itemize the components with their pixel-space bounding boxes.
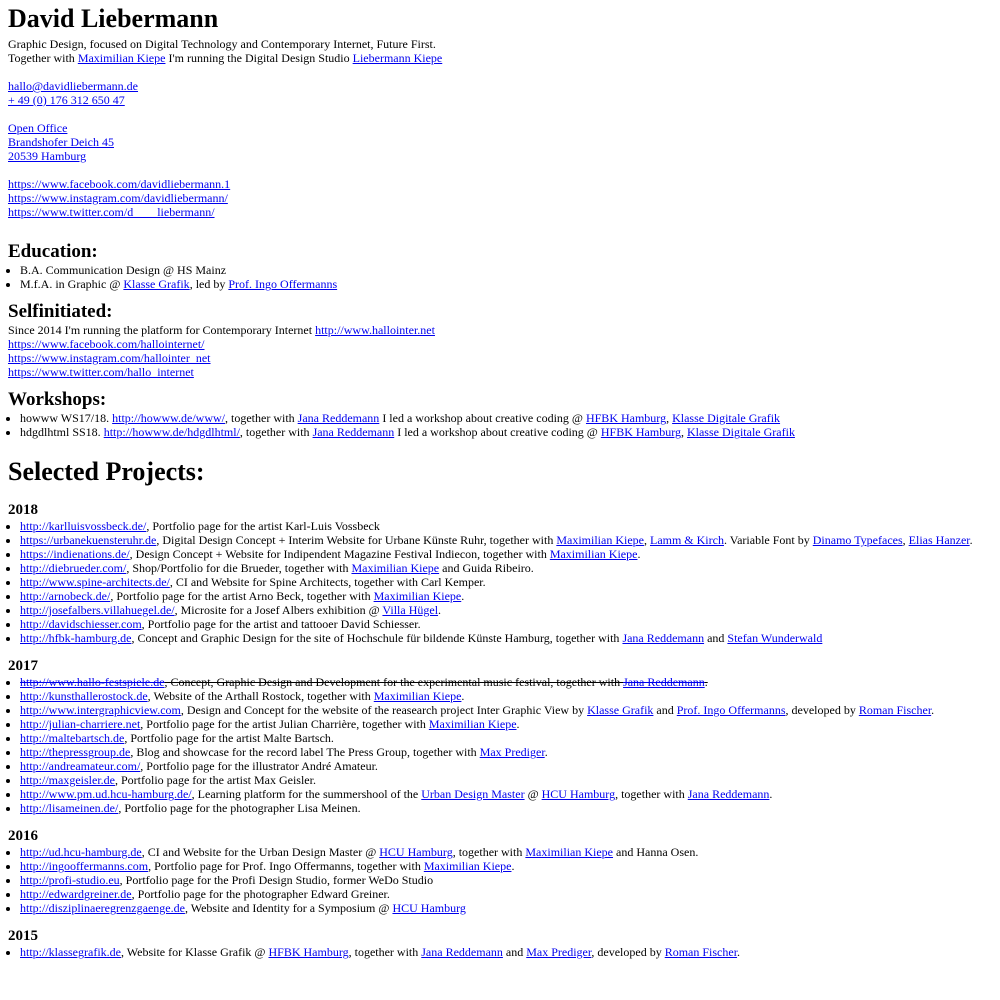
- list-item: [20, 689, 992, 703]
- item-text: , Shop/Portfolio for die Brueder, together with: [126, 561, 352, 575]
- list-item: [20, 533, 992, 547]
- link-lisameinen-de[interactable]: http://lisameinen.de/: [20, 801, 119, 815]
- item-text: , Portfolio page for the artist Max Geisler.: [114, 773, 316, 787]
- selfinitiated-text: Since 2014 I'm running the platform for Contemporary Internet: [8, 323, 316, 337]
- projects-year-2016: [8, 827, 992, 915]
- item-text: .: [511, 859, 515, 873]
- list-item: [20, 845, 992, 859]
- link-maxgeisler-de[interactable]: http://maxgeisler.de: [20, 773, 115, 787]
- item-text: .: [438, 603, 442, 617]
- item-text: , together with: [452, 845, 526, 859]
- item-text: .: [544, 745, 548, 759]
- link-julian-charriere-net[interactable]: http://julian-charriere.net: [20, 717, 141, 731]
- list-item: [20, 519, 992, 533]
- link-jana-reddemann[interactable]: Jana Reddemann: [623, 675, 705, 689]
- link-maximilian-kiepe[interactable]: Maximilian Kiepe: [428, 717, 517, 731]
- link-disziplinaeregrenzgaenge-de[interactable]: http://disziplinaeregrenzgaenge.de: [20, 901, 185, 915]
- item-text: , Design Concept + Website for Indipendent Magazine Festival Indiecon, together with: [129, 547, 550, 561]
- item-text: , Website for Klasse Grafik @: [120, 945, 269, 959]
- item-text: , Portfolio page for the photographer Edward Greiner.: [131, 887, 390, 901]
- address-street-link[interactable]: Brandshofer Deich 45: [8, 135, 114, 149]
- facebook-link[interactable]: https://www.facebook.com/davidliebermann.1: [8, 177, 231, 191]
- link-howww-de-hdgdlhtml[interactable]: http://howww.de/hdgdlhtml/: [103, 425, 240, 439]
- item-text: , Design and Concept for the website of the reasearch project Inter Graphic View by: [180, 703, 588, 717]
- link-www-spine-architects-de[interactable]: http://www.spine-architects.de/: [20, 575, 170, 589]
- year-heading: 2016: [8, 828, 38, 844]
- link-hfbk-hamburg[interactable]: HFBK Hamburg: [585, 411, 667, 425]
- item-text: , CI and Website for the Urban Design Master @: [141, 845, 380, 859]
- item-text: , Portfolio page for the artist Malte Bartsch.: [124, 731, 334, 745]
- link-maltebartsch-de[interactable]: http://maltebartsch.de: [20, 731, 125, 745]
- studio-line: [8, 51, 992, 65]
- list-item: [20, 263, 992, 277]
- link-klasse-digitale-grafik[interactable]: Klasse Digitale Grafik: [686, 425, 795, 439]
- item-text: and Hanna Osen.: [613, 845, 699, 859]
- link-www-intergraphicview-com[interactable]: http://www.intergraphicview.com: [20, 703, 181, 717]
- link-villa-h-gel[interactable]: Villa Hügel: [382, 603, 439, 617]
- item-text: , Portfolio page for the artist Arno Beck, together with: [110, 589, 374, 603]
- item-text: , developed by: [785, 703, 859, 717]
- item-text: , Digital Design Concept + Interim Website for Urbane Künste Ruhr, together with: [156, 533, 557, 547]
- list-item: [20, 759, 992, 773]
- link-hfbk-hamburg[interactable]: HFBK Hamburg: [268, 945, 349, 959]
- item-text: , Learning platform for the summershool of the: [191, 787, 422, 801]
- item-text: , Website and Identity for a Symposium @: [184, 901, 393, 915]
- list-item: [20, 873, 992, 887]
- item-text: , Portfolio page for the Profi Design Studio, former WeDo Studio: [119, 873, 434, 887]
- link-howww-de-www[interactable]: http://howww.de/www/: [112, 411, 226, 425]
- hallointer-link[interactable]: http://www.hallointer.net: [315, 323, 435, 337]
- projects-section: [8, 457, 992, 959]
- item-text: . Variable Font by: [723, 533, 813, 547]
- link-urbanekuensteruhr-de[interactable]: https://urbanekuensteruhr.de: [20, 533, 157, 547]
- item-text: , Portfolio page for the artist Julian Charrière, together with: [140, 717, 429, 731]
- link-ud-hcu-hamburg-de[interactable]: http://ud.hcu-hamburg.de: [20, 845, 142, 859]
- list-item: [20, 575, 992, 589]
- list-item: [20, 675, 992, 689]
- item-text: , led by: [189, 277, 229, 291]
- link-maximilian-kiepe[interactable]: Maximilian Kiepe: [549, 547, 638, 561]
- item-text: .: [461, 589, 465, 603]
- twitter-link[interactable]: https://www.twitter.com/d____liebermann/: [8, 205, 215, 219]
- item-text: ,: [680, 425, 687, 439]
- item-text: @: [524, 787, 542, 801]
- item-text: , Microsite for a Josef Albers exhibition @: [174, 603, 383, 617]
- list-item: [20, 617, 992, 631]
- item-text: hdgdlhtml SS18.: [20, 425, 104, 439]
- projects-years: [8, 501, 992, 959]
- address-city-link[interactable]: 20539 Hamburg: [8, 149, 87, 163]
- link-hcu-hamburg[interactable]: HCU Hamburg: [379, 845, 453, 859]
- list-item: [20, 859, 992, 873]
- email-link[interactable]: hallo@davidliebermann.de: [8, 79, 139, 93]
- workshops-heading: Workshops:: [8, 389, 107, 410]
- selfinitiated-heading: Selfinitiated:: [8, 301, 113, 322]
- link-studio[interactable]: Liebermann Kiepe: [352, 51, 443, 65]
- link-jana-reddemann[interactable]: Jana Reddemann: [622, 631, 705, 645]
- link-max-prediger[interactable]: Max Prediger: [479, 745, 545, 759]
- item-text: .: [637, 547, 641, 561]
- item-text: ,: [643, 533, 650, 547]
- education-section: [8, 241, 992, 291]
- project-list: [8, 845, 992, 915]
- project-list: [8, 945, 992, 959]
- item-text: , Concept and Graphic Design for the site of Hochschule für bildende Künste Hamburg, together with: [131, 631, 623, 645]
- list-item: [20, 945, 992, 959]
- link-edwardgreiner-de[interactable]: http://edwardgreiner.de: [20, 887, 132, 901]
- tagline: Graphic Design, focused on Digital Technology and Contemporary Internet, Future First.: [8, 37, 436, 51]
- item-text: , Concept, Graphic Design and Development for the experimental music festival, together with: [164, 675, 624, 689]
- list-item: [20, 773, 992, 787]
- instagram-link[interactable]: https://www.instagram.com/davidliebermann/: [8, 191, 228, 205]
- item-text: and: [502, 945, 527, 959]
- list-item: [20, 547, 992, 561]
- projects-heading: Selected Projects:: [8, 457, 205, 486]
- hallointer-facebook-link[interactable]: https://www.facebook.com/hallointernet/: [8, 337, 205, 351]
- list-item: [20, 631, 992, 645]
- link-maximilian-kiepe[interactable]: Maximilian Kiepe: [77, 51, 166, 65]
- item-text: .: [516, 717, 520, 731]
- list-item: [20, 425, 992, 439]
- list-item: [20, 731, 992, 745]
- link-klasse-digitale-grafik[interactable]: Klasse Digitale Grafik: [672, 411, 781, 425]
- item-text: , together with: [615, 787, 688, 801]
- workshops-section: [8, 389, 992, 439]
- address: [8, 121, 992, 163]
- item-text: ,: [902, 533, 909, 547]
- link-roman-fischer[interactable]: Roman Fischer: [664, 945, 738, 959]
- item-text: .: [969, 533, 973, 547]
- link-hcu-hamburg[interactable]: HCU Hamburg: [392, 901, 466, 915]
- intro: [8, 37, 992, 65]
- education-heading: Education:: [8, 241, 98, 262]
- item-text: .: [737, 945, 741, 959]
- link-hfbk-hamburg[interactable]: HFBK Hamburg: [600, 425, 681, 439]
- list-item: [20, 603, 992, 617]
- item-text: , Portfolio page for the illustrator André Amateur.: [140, 759, 378, 773]
- item-text: , Blog and showcase for the record label The Press Group, together with: [130, 745, 480, 759]
- link-klassegrafik-de[interactable]: http://klassegrafik.de: [20, 945, 121, 959]
- item-text: , Website of the Arthall Rostock, together with: [147, 689, 374, 703]
- phone-link[interactable]: + 49 (0) 176 312 650 47: [8, 93, 125, 107]
- link-profi-studio-eu[interactable]: http://profi-studio.eu: [20, 873, 120, 887]
- list-item: [20, 277, 992, 291]
- link-karlluisvossbeck-de[interactable]: http://karlluisvossbeck.de/: [20, 519, 147, 533]
- link-dinamo-typefaces[interactable]: Dinamo Typefaces: [812, 533, 903, 547]
- link-prof-ingo-offermanns[interactable]: Prof. Ingo Offermanns: [676, 703, 786, 717]
- item-text: , Portfolio page for the photographer Lisa Meinen.: [118, 801, 361, 815]
- link-diebrueder-com[interactable]: http://diebrueder.com/: [20, 561, 127, 575]
- item-text: B.A. Communication Design @ HS Mainz: [20, 263, 227, 277]
- item-text: , developed by: [591, 945, 665, 959]
- list-item: [20, 561, 992, 575]
- list-item: [20, 589, 992, 603]
- list-item: [20, 703, 992, 717]
- link-urban-design-master[interactable]: Urban Design Master: [421, 787, 525, 801]
- item-text: and Guida Ribeiro.: [439, 561, 534, 575]
- item-text: , Portfolio page for the artist and tattooer David Schiesser.: [141, 617, 421, 631]
- list-item: [20, 787, 992, 801]
- link-thepressgroup-de[interactable]: http://thepressgroup.de: [20, 745, 131, 759]
- list-item: [20, 717, 992, 731]
- link-klasse-grafik[interactable]: Klasse Grafik: [123, 277, 190, 291]
- link-hfbk-hamburg-de[interactable]: http://hfbk-hamburg.de: [20, 631, 132, 645]
- education-list: [8, 263, 992, 291]
- hallointer-twitter-link[interactable]: https://www.twitter.com/hallo_internet: [8, 365, 194, 379]
- link-maximilian-kiepe[interactable]: Maximilian Kiepe: [525, 845, 614, 859]
- item-text: and: [704, 631, 728, 645]
- item-text: , together with: [348, 945, 422, 959]
- list-item: [20, 901, 992, 915]
- list-item: [20, 887, 992, 901]
- item-text: , Portfolio page for the artist Karl-Luis Vossbeck: [146, 519, 380, 533]
- link-maximilian-kiepe[interactable]: Maximilian Kiepe: [556, 533, 644, 547]
- item-text: howww WS17/18.: [20, 411, 113, 425]
- address-office-link[interactable]: Open Office: [8, 121, 68, 135]
- item-text: .: [704, 675, 708, 689]
- link-www-hallo-festspiele-de[interactable]: http://www.hallo-festspiele.de: [20, 675, 165, 689]
- project-list: [8, 675, 992, 815]
- projects-year-2017: [8, 657, 992, 815]
- list-item: [20, 801, 992, 815]
- social-links: [8, 177, 992, 219]
- link-andreamateur-com[interactable]: http://andreamateur.com/: [20, 759, 141, 773]
- link-josefalbers-villahuegel-de[interactable]: http://josefalbers.villahuegel.de/: [20, 603, 175, 617]
- item-text: , together with: [225, 411, 298, 425]
- link-jana-reddemann[interactable]: Jana Reddemann: [687, 787, 770, 801]
- link-maximilian-kiepe[interactable]: Maximilian Kiepe: [351, 561, 440, 575]
- page-title: David Liebermann: [8, 4, 219, 33]
- year-heading: 2015: [8, 928, 38, 944]
- item-text: , CI and Website for Spine Architects, together with Carl Kemper.: [169, 575, 486, 589]
- link-max-prediger[interactable]: Max Prediger: [526, 945, 592, 959]
- item-text: .: [931, 703, 935, 717]
- item-text: I led a workshop about creative coding @: [379, 411, 586, 425]
- projects-year-2015: [8, 927, 992, 959]
- link-arnobeck-de[interactable]: http://arnobeck.de/: [20, 589, 111, 603]
- year-heading: 2017: [8, 658, 38, 674]
- item-text: M.f.A. in Graphic @: [20, 277, 124, 291]
- contact: [8, 79, 992, 107]
- link-maximilian-kiepe[interactable]: Maximilian Kiepe: [373, 589, 462, 603]
- list-item: [20, 745, 992, 759]
- link-lamm-kirch[interactable]: Lamm & Kirch: [649, 533, 724, 547]
- link-elias-hanzer[interactable]: Elias Hanzer: [908, 533, 970, 547]
- list-item: [20, 411, 992, 425]
- link-jana-reddemann[interactable]: Jana Reddemann: [312, 425, 395, 439]
- together-prefix: Together with: [8, 51, 75, 65]
- selfinitiated-section: [8, 301, 992, 379]
- together-mid: I'm running the Digital Design Studio: [165, 51, 353, 65]
- item-text: and: [653, 703, 677, 717]
- link-jana-reddemann[interactable]: Jana Reddemann: [297, 411, 380, 425]
- link-ingooffermanns-com[interactable]: http://ingooffermanns.com: [20, 859, 149, 873]
- selfinitiated-intro: [8, 323, 992, 337]
- workshops-list: [8, 411, 992, 439]
- item-text: , together with: [239, 425, 313, 439]
- link-indienations-de[interactable]: https://indienations.de/: [20, 547, 130, 561]
- item-text: , Portfolio page for Prof. Ingo Offermanns, together with: [148, 859, 424, 873]
- projects-year-2018: [8, 501, 992, 645]
- item-text: .: [461, 689, 465, 703]
- link-jana-reddemann[interactable]: Jana Reddemann: [421, 945, 503, 959]
- link-kunsthallerostock-de[interactable]: http://kunsthallerostock.de: [20, 689, 148, 703]
- item-text: I led a workshop about creative coding @: [394, 425, 601, 439]
- link-stefan-wunderwald[interactable]: Stefan Wunderwald: [727, 631, 823, 645]
- link-roman-fischer[interactable]: Roman Fischer: [858, 703, 932, 717]
- year-heading: 2018: [8, 502, 38, 518]
- item-text: ,: [666, 411, 673, 425]
- link-hcu-hamburg[interactable]: HCU Hamburg: [541, 787, 616, 801]
- link-maximilian-kiepe[interactable]: Maximilian Kiepe: [373, 689, 462, 703]
- item-text: .: [769, 787, 773, 801]
- link-maximilian-kiepe[interactable]: Maximilian Kiepe: [423, 859, 512, 873]
- link-prof-ingo-offermanns[interactable]: Prof. Ingo Offermanns: [228, 277, 338, 291]
- hallointer-instagram-link[interactable]: https://www.instagram.com/hallointer_net: [8, 351, 211, 365]
- link-davidschiesser-com[interactable]: http://davidschiesser.com: [20, 617, 142, 631]
- link-www-pm-ud-hcu-hamburg-de[interactable]: http://www.pm.ud.hcu-hamburg.de/: [20, 787, 192, 801]
- link-klasse-grafik[interactable]: Klasse Grafik: [587, 703, 654, 717]
- project-list: [8, 519, 992, 645]
